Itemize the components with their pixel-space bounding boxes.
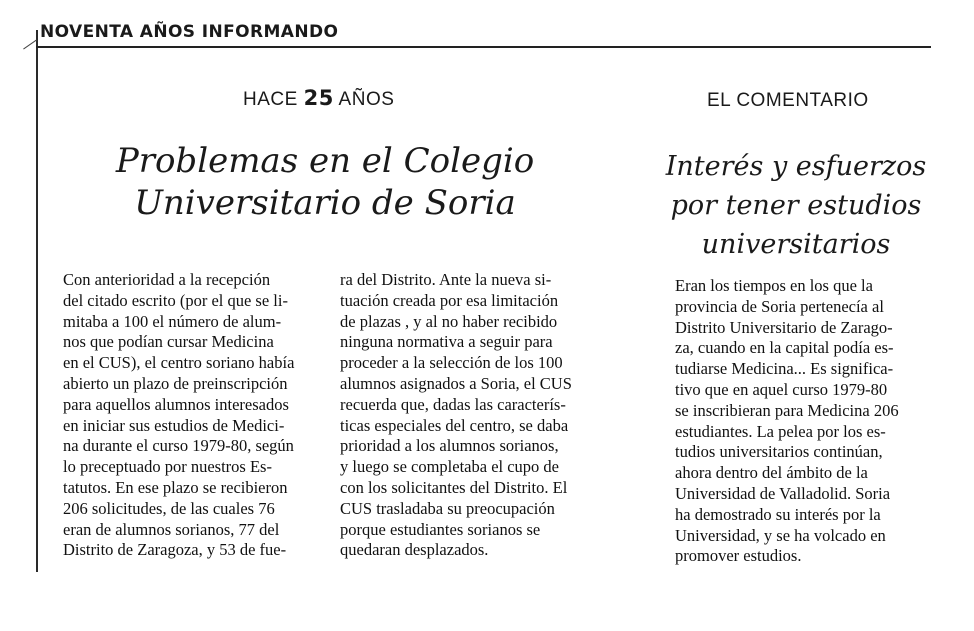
body-line: recuerda que, dadas las caracterís- — [340, 394, 566, 414]
body-line: porque estudiantes sorianos se — [340, 519, 541, 539]
body-line: 206 solicitudes, de las cuales 76 — [63, 498, 275, 518]
body-line: tudios universitarios continúan, — [675, 442, 883, 462]
header-rule — [36, 46, 931, 48]
kicker-number: 25 — [303, 86, 334, 110]
body-line: para aquellos alumnos interesados — [63, 394, 289, 414]
body-line: lo preceptuado por nuestros Es- — [63, 457, 272, 477]
body-line: prioridad a los alumnos sorianos, — [340, 436, 559, 456]
body-line: tudiarse Medicina... Es significa- — [675, 359, 894, 379]
body-line: Eran los tiempos en los que la — [675, 276, 873, 295]
body-line: abierto un plazo de preinscripción — [63, 373, 288, 393]
right-headline-line: universitarios — [701, 229, 891, 260]
body-line: tuación creada por esa limitación — [340, 290, 559, 310]
left-article-column-2 — [340, 270, 596, 561]
body-line: en el CUS), el centro soriano había — [63, 353, 295, 373]
body-line: con los solicitantes del Distrito. El — [340, 477, 568, 497]
body-line: y luego se completaba el cupo de — [340, 457, 560, 477]
body-line: Distrito Universitario de Zarago- — [675, 317, 893, 337]
section-header: NOVENTA AÑOS INFORMANDO — [40, 22, 339, 42]
body-line: de plazas , y al no haber recibido — [340, 311, 558, 331]
body-line: Con anterioridad a la recepción — [63, 270, 271, 289]
kicker-pre: HACE — [243, 89, 298, 110]
body-line: mitaba a 100 el número de alum- — [63, 311, 282, 331]
body-line: na durante el curso 1979-80, según — [63, 436, 294, 456]
body-line: ticas especiales del centro, se daba — [340, 415, 569, 435]
body-line: estudiantes. La pelea por los es- — [675, 421, 886, 441]
body-line: Universidad, y se ha volcado en — [675, 525, 886, 545]
body-line: Universidad de Valladolid. Soria — [675, 483, 891, 503]
corner-mark — [23, 40, 37, 50]
body-line: tatutos. En ese plazo se recibieron — [63, 477, 288, 497]
right-headline-line: Interés y esfuerzos — [665, 151, 927, 182]
body-line: tivo que en aquel curso 1979-80 — [675, 379, 888, 399]
right-headline — [652, 147, 940, 264]
body-line: ninguna normativa a seguir para — [340, 332, 553, 352]
left-headline — [90, 140, 560, 224]
body-line: Distrito de Zaragoza, y 53 de fue- — [63, 540, 287, 560]
body-line: se inscribieran para Medicina 206 — [675, 400, 899, 420]
body-line: provincia de Soria pertenecía al — [675, 296, 884, 316]
body-line: nos que podían cursar Medicina — [63, 332, 274, 352]
body-line: za, cuando en la capital podía es- — [675, 338, 894, 358]
left-article-column-1 — [63, 270, 319, 561]
body-line: ahora dentro del ámbito de la — [675, 463, 868, 483]
left-headline-line: Universitario de Soria — [134, 183, 516, 223]
body-line: ra del Distrito. Ante la nueva si- — [340, 270, 552, 289]
body-line: en iniciar sus estudios de Medici- — [63, 415, 285, 435]
body-line: promover estudios. — [675, 546, 802, 566]
kicker-post: AÑOS — [338, 89, 395, 110]
left-kicker — [243, 86, 394, 111]
right-kicker: EL COMENTARIO — [707, 90, 869, 111]
body-line: quedaran desplazados. — [340, 540, 489, 560]
body-line: proceder a la selección de los 100 — [340, 353, 563, 373]
left-headline-line: Problemas en el Colegio — [115, 141, 535, 181]
left-margin-rule — [36, 30, 38, 572]
right-article-body — [675, 276, 931, 567]
body-line: eran de alumnos sorianos, 77 del — [63, 519, 280, 539]
right-headline-line: por tener estudios — [670, 190, 922, 221]
body-line: CUS trasladaba su preocupación — [340, 498, 555, 518]
body-line: del citado escrito (por el que se li- — [63, 290, 288, 310]
body-line: ha demostrado su interés por la — [675, 504, 881, 524]
body-line: alumnos asignados a Soria, el CUS — [340, 373, 572, 393]
